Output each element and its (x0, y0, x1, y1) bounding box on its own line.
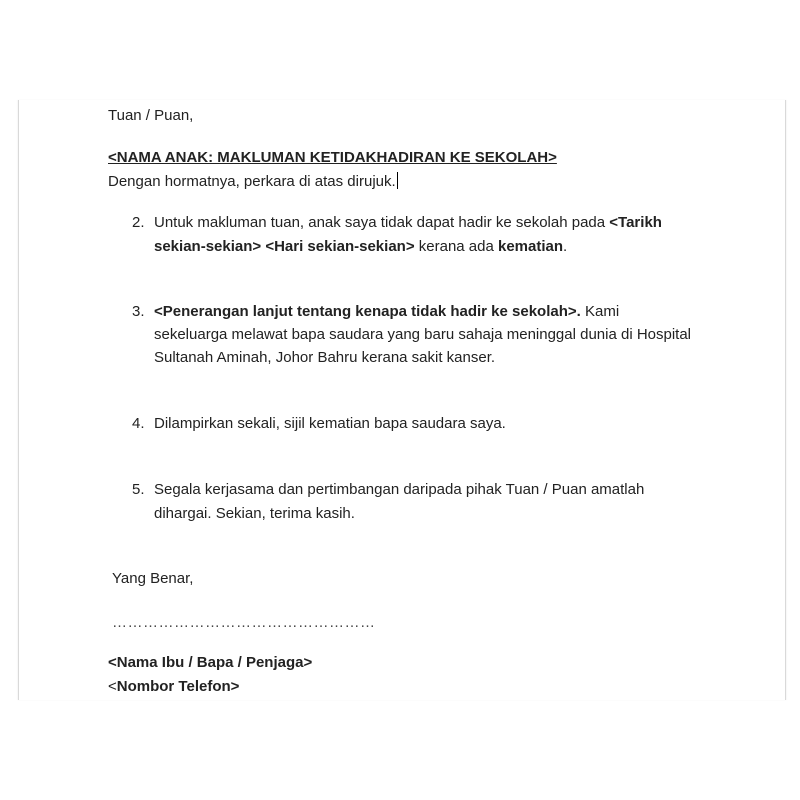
text-cursor (397, 172, 398, 189)
document-page (18, 100, 786, 700)
signature-line: …………………………………………… (112, 614, 376, 631)
list-item-text: sekeluarga melawat bapa saudara yang baru sahaja meninggal dunia di Hospital (154, 326, 692, 343)
opening-line[interactable] (108, 172, 398, 192)
phone-placeholder: Nombor Telefon> (116, 678, 240, 695)
item-text: kerana ada (414, 238, 498, 255)
sender-name: <Nama Ibu / Bapa / Penjaga> (108, 654, 313, 671)
closing: Yang Benar, (112, 570, 194, 587)
phone-prefix: < (108, 678, 117, 695)
list-item-text (154, 302, 619, 322)
date-placeholder: <Tarikh (609, 214, 662, 231)
item-text: . (563, 238, 568, 255)
list-item-text (154, 237, 567, 257)
list-number: 3. (132, 303, 145, 320)
opening-text: Dengan hormatnya, perkara di atas dirujuk. (108, 173, 396, 190)
salutation: Tuan / Puan, (108, 107, 194, 124)
reason-bold: kematian (498, 238, 564, 255)
explanation-placeholder: <Penerangan lanjut tentang kenapa tidak hadir ke sekolah>. (154, 303, 581, 320)
list-item-text: Dilampirkan sekali, sijil kematian bapa saudara saya. (154, 415, 506, 432)
list-item-text (154, 213, 662, 233)
list-item-text: dihargai. Sekian, terima kasih. (154, 505, 355, 522)
phone-number (108, 677, 239, 697)
list-item-text: Segala kerjasama dan pertimbangan daripada pihak Tuan / Puan amatlah (154, 481, 645, 498)
list-number: 2. (132, 214, 145, 231)
item-text: Kami (580, 303, 620, 320)
list-number: 5. (132, 481, 145, 498)
day-placeholder: sekian-sekian> <Hari sekian-sekian> (154, 238, 415, 255)
list-number: 4. (132, 415, 145, 432)
item-text: Untuk makluman tuan, anak saya tidak dapat hadir ke sekolah pada (154, 214, 610, 231)
list-item-text: Sultanah Aminah, Johor Bahru kerana sakit kanser. (154, 349, 496, 366)
subject-heading: <NAMA ANAK: MAKLUMAN KETIDAKHADIRAN KE SEKOLAH> (108, 149, 557, 166)
